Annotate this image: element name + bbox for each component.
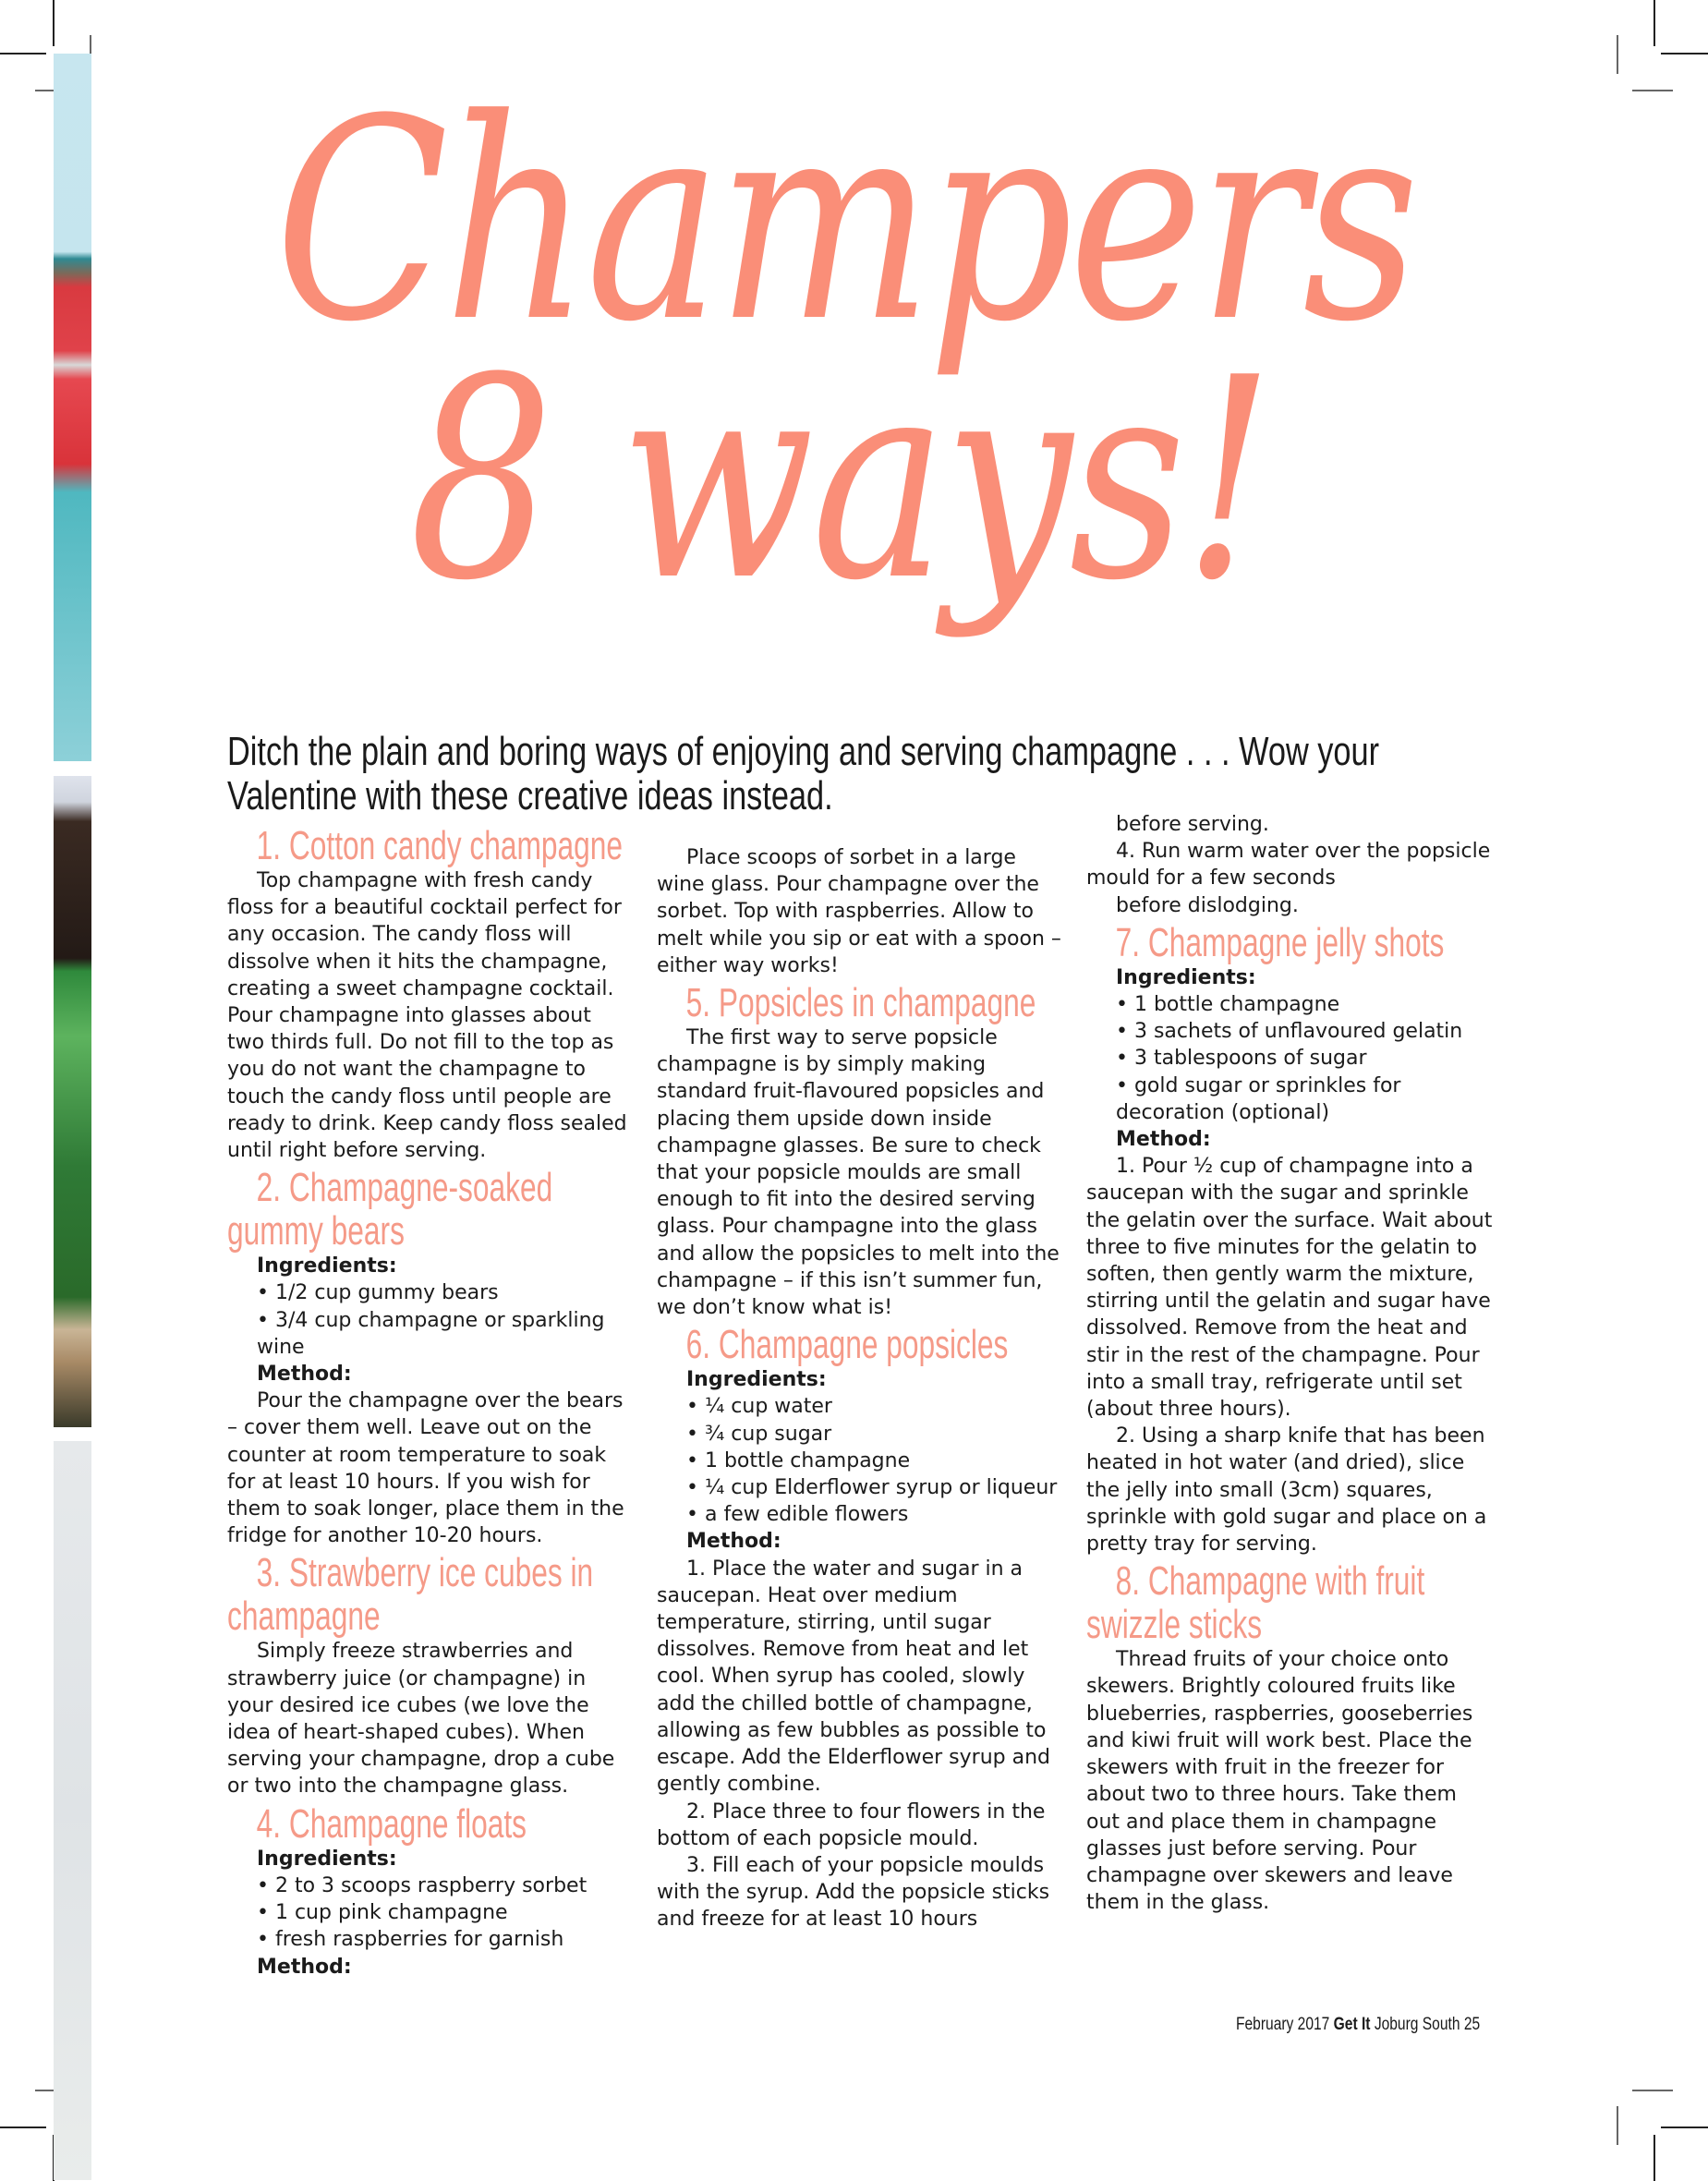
footer-publication: Get It (1333, 2015, 1371, 2034)
column-1 (227, 822, 634, 1981)
ingredient-item: • 2 to 3 scoops raspberry sorbet (257, 1873, 588, 1897)
ingredient-item: • gold sugar or sprinkles for decoration (optional) (1116, 1073, 1401, 1124)
column-3 (1086, 811, 1493, 1916)
page-title-line2: 8 ways! (408, 319, 1272, 641)
deck-intro: Ditch the plain and boring ways of enjoying and serving champagne . . . Wow your Valentine with these creative ideas instead. (227, 729, 1380, 818)
section-heading-3: 3. Strawberry ice cubes in champagne (227, 1550, 594, 1640)
ingredient-item: • ¼ cup water (686, 1395, 832, 1419)
ingredients-label: Ingredients: (686, 1368, 827, 1392)
ingredient-item: • 1 bottle champagne (1116, 993, 1340, 1017)
ingredient-item: • 1/2 cup gummy bears (257, 1281, 499, 1305)
method-step: 2. Using a sharp knife that has been heated in hot water (and dried), slice the jelly into small (3cm) squares, sprinkle with gold sugar and place on a pretty tray for serving. (1086, 1424, 1487, 1557)
section-heading-2: 2. Champagne-soaked gummy bears (227, 1165, 553, 1254)
method-step: 1. Place the water and sugar in a saucepan. Heat over medium temperature, stirring, until sugar dissolves. Remove from heat and let cool. When syrup has cooled, slowly add the chilled bottle of champagne, allowing as few bubbles as possible to escape. Add the Elderflower syrup and gently combine. (657, 1557, 1051, 1797)
ingredient-item: • a few edible flowers (686, 1503, 909, 1527)
method-step: before dislodging. (1116, 893, 1299, 917)
crop-mark (1661, 2126, 1708, 2128)
crop-mark (1653, 2135, 1655, 2181)
crop-mark (1661, 53, 1708, 55)
photo-strip-cotton-candy (54, 54, 91, 761)
section-body-1: Top champagne with fresh candy floss for a beautiful cocktail perfect for any occasion. The candy floss will dissolve when it hits the champagne, creating a sweet champagne cocktail. Pour champagne into glasses about two thirds full. Do not fill to the top as you do not want the champagne to touch the candy floss until people are ready to drink. Keep candy floss sealed until right before serving. (227, 869, 627, 1163)
method-step: 1. Pour ½ cup of champagne into a saucepan with the sugar and sprinkle the gelatin over the surface. Wait about three to five minutes for the gelatin to soften, then gently warm the mixture, stirring until the gelatin and sugar have dissolved. Remove from the heat and stir in the rest of the champagne. Pour into a small tray, refrigerate until set (about three hours). (1086, 1155, 1493, 1422)
crop-mark (1632, 90, 1673, 91)
section-body-3: Simply freeze strawberries and strawberry juice (or champagne) in your desired ice cubes (we love the idea of heart-shaped cubes). When serving your champagne, drop a cube or two into the champagne glass. (227, 1640, 615, 1799)
section-heading-4: 4. Champagne floats (256, 1800, 527, 1847)
section-heading-8: 8. Champagne with fruit swizzle sticks (1086, 1558, 1425, 1648)
method-label: Method: (257, 1955, 352, 1979)
page-title-line1: Champers (274, 60, 1415, 382)
photo-strip-light (54, 1441, 91, 2180)
ingredient-item: • 3 tablespoons of sugar (1116, 1047, 1367, 1071)
method-step: Pour the champagne over the bears – cover them well. Leave out on the counter at room temperature to soak for at least 10 hours. If you wish for them to soak longer, place them in the fridge for another 10-20 hours. (227, 1389, 624, 1548)
method-label: Method: (1116, 1128, 1211, 1152)
crop-mark (1617, 2106, 1618, 2145)
method-label: Method: (686, 1530, 781, 1554)
ingredient-item: • 3/4 cup champagne or sparkling wine (257, 1308, 605, 1359)
method-step: before serving. (1116, 813, 1269, 836)
crop-mark (1617, 35, 1618, 74)
ingredient-item: • fresh raspberries for garnish (257, 1928, 564, 1952)
ingredients-label: Ingredients: (1116, 965, 1256, 989)
footer-edition: Joburg South (1374, 2015, 1460, 2034)
ingredient-item: • ¾ cup sugar (686, 1422, 832, 1446)
ingredient-item: • ¼ cup Elderflower syrup or liqueur (686, 1476, 1058, 1500)
ingredients-label: Ingredients: (257, 1254, 397, 1278)
crop-mark (0, 53, 46, 55)
ingredient-item: • 1 bottle champagne (686, 1448, 911, 1472)
crop-mark (1653, 0, 1655, 46)
section-heading-5: 5. Popsicles in champagne (685, 980, 1036, 1026)
page-footer (1236, 2015, 1480, 2035)
method-step: 3. Fill each of your popsicle moulds with the syrup. Add the popsicle sticks and freeze for at least 10 hours (657, 1853, 1050, 1932)
photo-strip-garden (54, 776, 91, 1427)
footer-date: February 2017 (1236, 2015, 1330, 2034)
ingredient-item: • 1 cup pink champagne (257, 1901, 508, 1925)
method-label: Method: (257, 1363, 352, 1387)
method-step: Place scoops of sorbet in a large wine glass. Pour champagne over the sorbet. Top with raspberries. Allow to melt while you sip or eat with a spoon – either way works! (657, 846, 1061, 977)
method-step: 4. Run warm water over the popsicle mould for a few seconds (1086, 840, 1491, 891)
section-body-5: The first way to serve popsicle champagne is by simply making standard fruit-flavoured popsicles and placing them upside down inside champagne glasses. Be sure to check that your popsicle moulds are small enough to fit into the desired serving glass. Pour champagne into the glass and allow the popsicles to melt into the champagne – if this isn’t summer fun, we don’t know what is! (657, 1026, 1060, 1320)
footer-page-number: 25 (1463, 2015, 1481, 2034)
column-2 (657, 844, 1063, 1933)
section-heading-6: 6. Champagne popsicles (685, 1322, 1009, 1368)
crop-mark (0, 2126, 46, 2128)
method-step: 2. Place three to four flowers in the bottom of each popsicle mould. (657, 1799, 1046, 1850)
ingredients-label: Ingredients: (257, 1847, 397, 1871)
crop-mark (53, 0, 55, 46)
section-heading-1: 1. Cotton candy champagne (256, 823, 623, 868)
section-body-8: Thread fruits of your choice onto skewers. Brightly coloured fruits like blueberries, raspberries, gooseberries and kiwi fruit will work best. Place the skewers with fruit in the freezer for about two to three hours. Take them out and place them in champagne glasses just before serving. Pour champagne over skewers and leave them in the glass. (1086, 1648, 1473, 1915)
section-heading-7: 7. Champagne jelly shots (1115, 919, 1445, 965)
crop-mark (1632, 2090, 1673, 2091)
ingredient-item: • 3 sachets of unflavoured gelatin (1116, 1020, 1463, 1044)
